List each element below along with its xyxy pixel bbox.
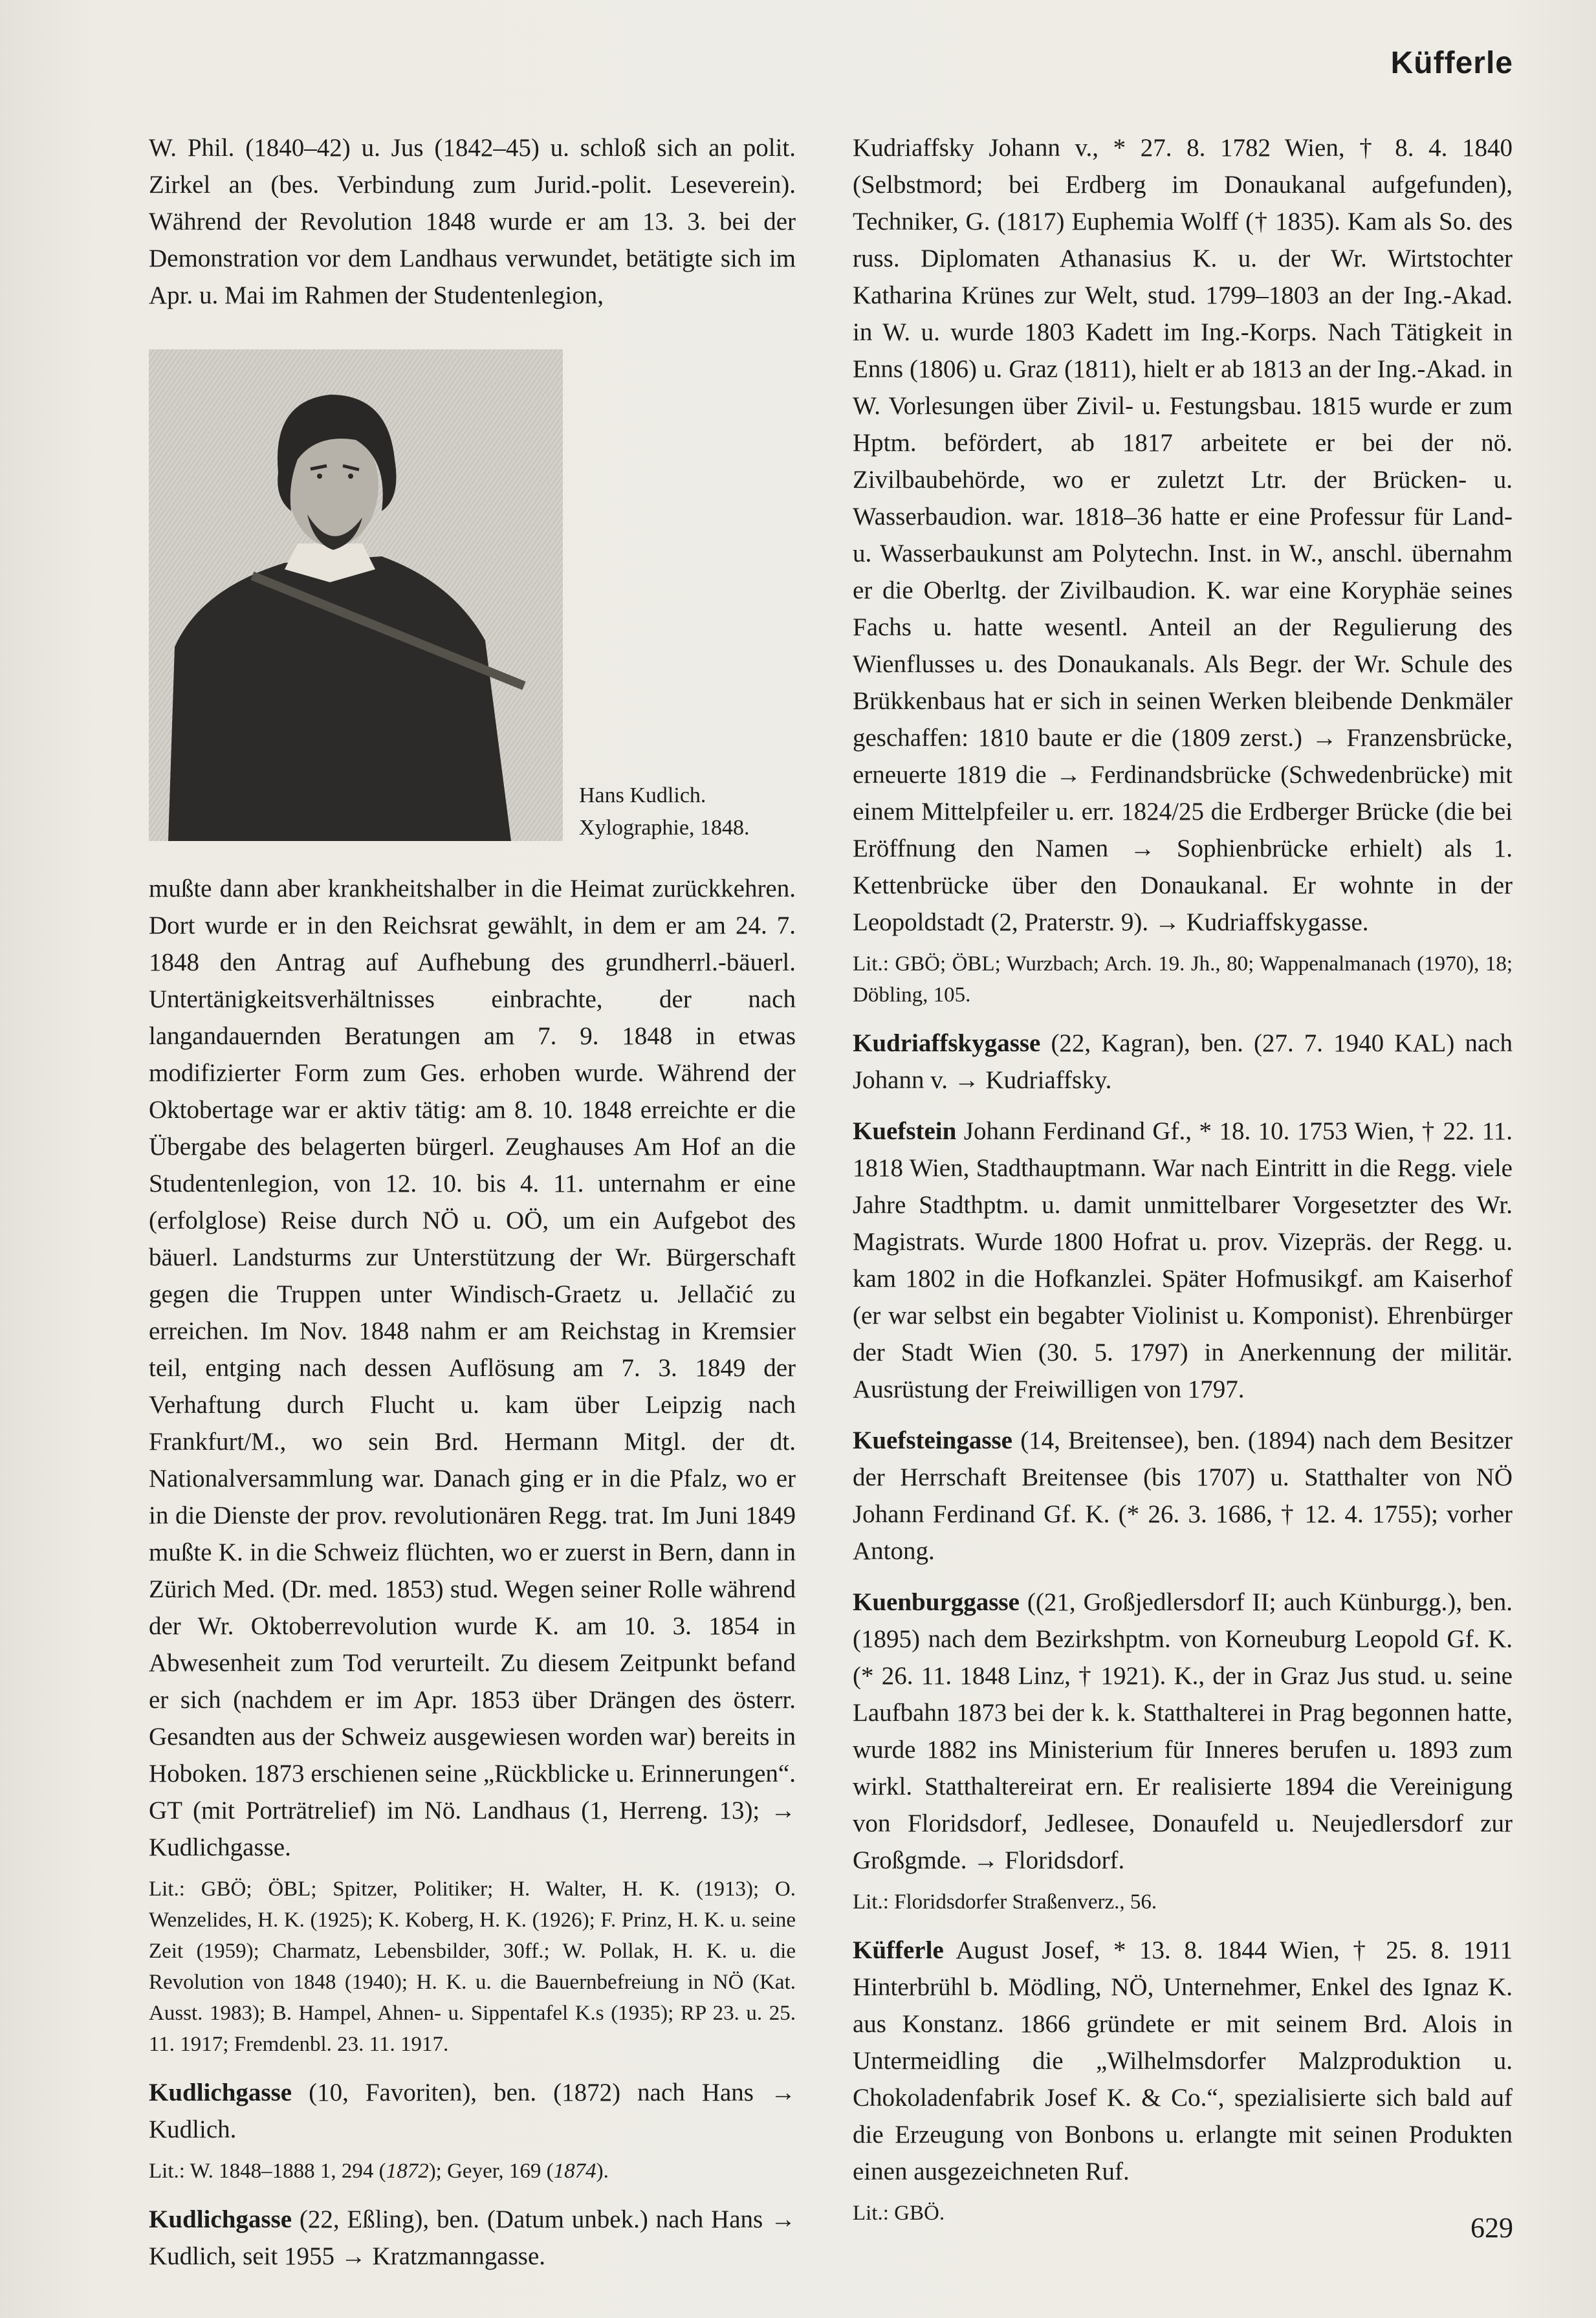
entry-literature: Lit.: GBÖ.: [853, 2202, 945, 2225]
lit-text: ).: [596, 2159, 609, 2183]
entry-text: (22, Kagran), ben. (27. 7. 1940 KAL) nach Johann v. → Kudriaffsky.: [853, 1029, 1513, 1094]
entry-literature: Lit.: GBÖ; ÖBL; Wurzbach; Arch. 19. Jh., 80; Wappenalmanach (1970), 18; Döbling, 105.: [853, 952, 1513, 1007]
right-column: [853, 129, 1513, 2229]
left-column: [149, 129, 796, 2275]
entry-kudlichgasse-10: [149, 2074, 796, 2187]
page-number: 629: [1470, 2212, 1513, 2244]
portrait-image: [149, 349, 563, 841]
entry-headword: Kuenburggasse: [853, 1588, 1020, 1616]
entry-text: (14, Breitensee), ben. (1894) nach dem Besitzer der Herrschaft Breitensee (bis 1707) u. Statthalter von NÖ Johann Ferdinand Gf. K. (* 26. 3. 1686, † 12. 4. 1755); vorher Antong.: [853, 1427, 1513, 1565]
entry-text: Johann Ferdinand Gf., * 18. 10. 1753 Wien, † 22. 11. 1818 Wien, Stadthauptmann. War nach Eintritt in die Regg. viele Jahre Stadthptm. u. damit unmittelbarer Vorgesetzter des Wr. Magistrats. Wurde 1800 Hofrat u. prov. Vizepräs. der Regg. u. kam 1802 in die Hofkanzlei. Später Hofmusikgf. am Kaiserhof (er war selbst ein begabter Violinist u. Komponist). Ehrenbürger der Stadt Wien (30. 5. 1797) in Anerkennung der militär. Ausrüstung der Freiwilligen von 1797.: [853, 1117, 1513, 1403]
entry-text: ((21, Großjedlersdorf II; auch Künburgg.), ben. (1895) nach dem Bezirkshptm. von Korneuburg Leopold Gf. K. (* 26. 11. 1848 Linz, † 1921). K., der in Graz Jus stud. u. seine Laufbahn 1873 bei der k. k. Statthalterei in Prag begonnen hatte, wurde 1882 ins Ministerium für Inneres berufen u. 1893 zum wirkl. Statthaltereirat ern. Er realisierte 1894 die Vereinigung von Floridsdorf, Jedlesee, Donaufeld u. Neujedlersdorf zur Großgmde. → Floridsdorf.: [853, 1588, 1513, 1874]
lit-text: ); Geyer, 169 (: [428, 2159, 554, 2183]
entry-kuenburggasse: [853, 1584, 1513, 1918]
entry-kuefsteingasse: [853, 1422, 1513, 1569]
kudlich-continuation-text: mußte dann aber krankheitshalber in die Heimat zurückkehren. Dort wurde er in den Reichsrat gewählt, in dem er am 24. 7. 1848 den Antrag auf Aufhebung des grundherrl.-bäuerl. Untertänigkeitsverhältnisses einbrachte, der nach langandauernden Beratungen am 7. 9. 1848 in etwas modifizierter Form zum Ges. erhoben wurde. Während der Oktobertage war er aktiv tätig: am 8. 10. 1848 erreichte er die Übergabe des belagerten bürgerl. Zeughauses Am Hof an die Studentenlegion, von 12. 10. bis 4. 11. unternahm er eine (erfolglose) Reise durch NÖ u. OÖ, um ein Aufgebot des bäuerl. Landsturms zur Unterstützung der Wr. Bürgerschaft gegen die Truppen unter Windisch-Graetz u. Jellačić zu erreichen. Im Nov. 1848 nahm er am Reichstag in Kremsier teil, entging nach dessen Auflösung am 7. 3. 1849 der Verhaftung durch Flucht u. kam über Leipzig nach Frankfurt/M., wo sein Brd. Hermann Mitgl. der dt. Nationalversammlung war. Danach ging er in die Pfalz, wo er in die Dienste der prov. revolutionären Regg. trat. Im Juni 1849 mußte K. in die Schweiz flüchten, wo er zuerst in Bern, dann in Zürich Med. (Dr. med. 1853) stud. Wegen seiner Rolle während der Wr. Oktoberrevolution wurde K. am 10. 3. 1854 in Abwesenheit zum Tod verurteilt. Zu diesem Zeitpunkt befand er sich (nachdem er im Apr. 1853 über Drängen des österr. Gesandten aus der Schweiz ausgewiesen worden war) bereits in Hoboken. 1873 erschienen seine „Rückblicke u. Erinnerungen“. GT (mit Porträtrelief) im Nö. Landhaus (1, Herreng. 13); → Kudlichgasse.: [149, 875, 796, 1861]
entry-headword: Kudlichgasse: [149, 2205, 292, 2233]
entry-kudriaffsky: [853, 129, 1513, 1011]
entry-headword: Kuefsteingasse: [853, 1427, 1012, 1454]
lit-italic: 1874: [553, 2159, 596, 2183]
entry-kuefstein: [853, 1113, 1513, 1408]
entry-kudlichgasse-22: [149, 2201, 796, 2275]
lit-italic: 1872: [386, 2159, 429, 2183]
entry-headword: Kudlichgasse: [149, 2079, 292, 2106]
entry-text: Johann v., * 27. 8. 1782 Wien, † 8. 4. 1840 (Selbstmord; bei Erdberg im Donaukanal aufgefunden), Techniker, G. (1817) Euphemia Wolff († 1835). Kam als So. des russ. Diplomaten Athanasius K. u. der Wr. Wirtstochter Katharina Krünes zur Welt, stud. 1799–1803 an der Ing.-Akad. in W. u. wurde 1803 Kadett im Ing.-Korps. Nach Tätigkeit in Enns (1806) u. Graz (1811), hielt er ab 1813 an der Ing.-Akad. in W. Vorlesungen über Zivil- u. Festungsbau. 1815 wurde er zum Hptm. befördert, ab 1817 arbeitete er bei der nö. Zivilbaubehörde, wo er zuletzt Ltr. der Brücken- u. Wasserbaudion. war. 1818–36 hatte er eine Professur für Land- u. Wasserbaukunst am Polytechn. Inst. in W., anschl. übernahm er die Oberltg. der Zivilbaudion. K. war eine Koryphäe seines Fachs u. hatte wesentl. Anteil an der Regulierung des Wienflusses u. des Donaukanals. Als Begr. der Wr. Schule des Brükkenbaus hat er sich in seinen Werken bleibende Denkmäler geschaffen: 1810 baute er die (1809 zerst.) → Franzensbrücke, erneuerte 1819 die → Ferdinandsbrücke (Schwedenbrücke) mit einem Mittelpfeiler u. err. 1824/25 die Erdberger Brücke (die bei Eröffnung den Namen → Sophienbrücke erhielt) als 1. Kettenbrücke über den Donaukanal. Er wohnte in der Leopoldstadt (2, Praterstr. 9). → Kudriaffskygasse.: [853, 134, 1513, 936]
entry-text: August Josef, * 13. 8. 1844 Wien, † 25. 8. 1911 Hinterbrühl b. Mödling, NÖ, Unternehmer, Enkel des Ignaz K. aus Konstanz. 1866 gründete er mit seinem Brd. Alois in Untermeidling die „Wilhelmsdorfer Malzproduktion u. Chokoladenfabrik Josef K. & Co.“, spezialisierte sich bald auf die Erzeugung von Bonbons u. erlangte mit seinen Produkten einen ausgezeichneten Ruf.: [853, 1936, 1513, 2185]
entry-kuefferle: [853, 1932, 1513, 2229]
portrait-caption: [579, 780, 749, 844]
entry-headword: Kuefstein: [853, 1117, 957, 1145]
kudlich-literature: Lit.: GBÖ; ÖBL; Spitzer, Politiker; H. Walter, H. K. (1913); O. Wenzelides, H. K. (1925); K. Koberg, H. K. (1926); F. Prinz, H. K. u. seine Zeit (1959); Charmatz, Lebensbilder, 30ff.; W. Pollak, H. K. u. die Revolution von 1848 (1940); H. K. u. die Bauernbefreiung in NÖ (Kat. Ausst. 1983); B. Hampel, Ahnen- u. Sippentafel K.s (1935); RP 23. u. 25. 11. 1917; Fremdenbl. 23. 11. 1917.: [149, 1877, 796, 2056]
caption-line-1: Hans Kudlich.: [579, 783, 706, 807]
running-head: Küfferle: [1390, 46, 1513, 80]
entry-headword: Küfferle: [853, 1936, 944, 1964]
caption-line-2: Xylographie, 1848.: [579, 816, 750, 840]
kudlich-intro-text: W. Phil. (1840–42) u. Jus (1842–45) u. schloß sich an polit. Zirkel an (bes. Verbindung zum Jurid.-polit. Leseverein). Während der Revolution 1848 wurde er am 13. 3. bei der Demonstration vor dem Landhaus verwundet, betätigte sich im Apr. u. Mai im Rahmen der Studentenlegion,: [149, 134, 796, 309]
entry-headword: Kudriaffsky: [853, 134, 974, 162]
entry-literature: Lit.: Floridsdorfer Straßenverz., 56.: [853, 1890, 1157, 1914]
portrait-figure: [149, 349, 796, 854]
entry-headword: Kudriaffskygasse: [853, 1029, 1041, 1057]
entry-text: (22, Eßling), ben. (Datum unbek.) nach Hans → Kudlich, seit 1955 → Kratzmanngasse.: [149, 2205, 796, 2270]
entry-literature: [149, 2156, 796, 2187]
entry-kudriaffskygasse: [853, 1025, 1513, 1099]
lit-text: Lit.: W. 1848–1888 1, 294 (: [149, 2159, 386, 2183]
entry-text: (10, Favoriten), ben. (1872) nach Hans → Kudlich.: [149, 2079, 796, 2143]
